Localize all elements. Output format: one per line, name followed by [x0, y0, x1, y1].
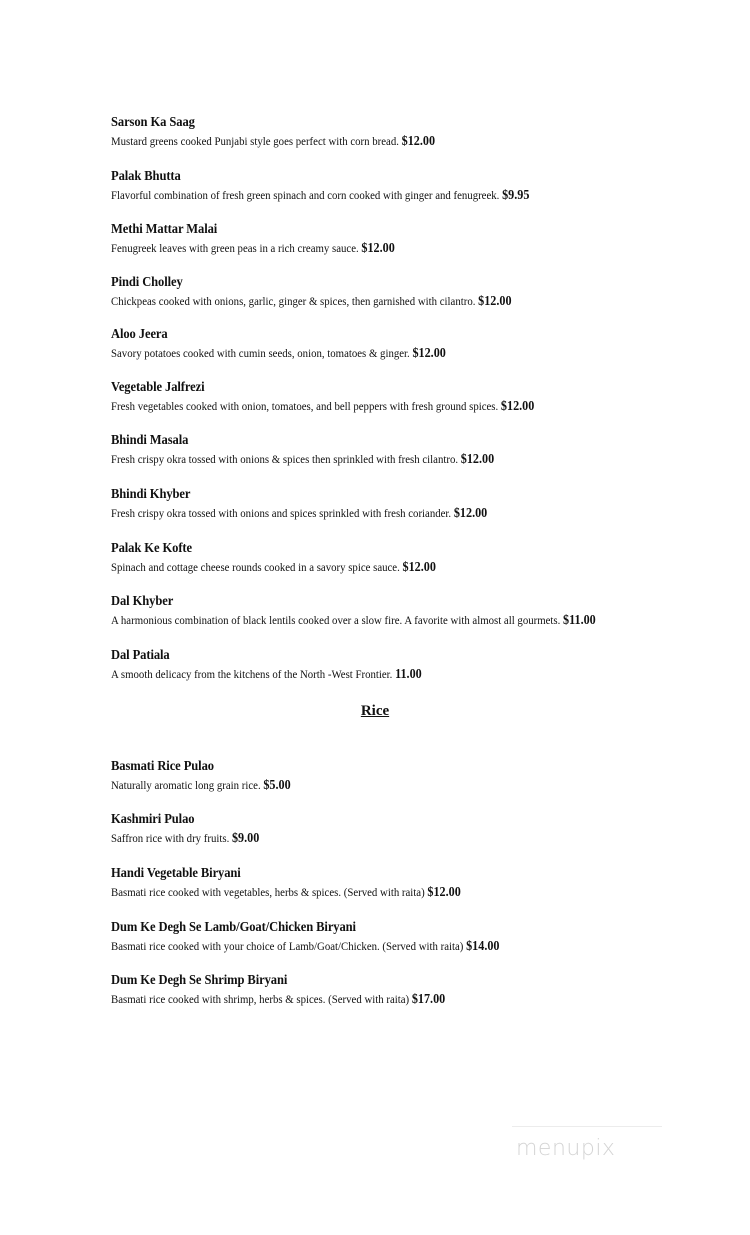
item-name: Dal Patiala: [111, 647, 170, 662]
menu-item: [111, 593, 721, 628]
item-price: $11.00: [563, 612, 596, 627]
menu-item: [111, 432, 721, 467]
item-price: $5.00: [263, 777, 291, 792]
menu-item: [111, 114, 721, 149]
item-name: Palak Ke Kofte: [111, 540, 192, 555]
item-name: Dal Khyber: [111, 593, 174, 608]
item-name: Handi Vegetable Biryani: [111, 865, 241, 880]
item-price: $12.00: [500, 398, 535, 413]
item-name: Pindi Cholley: [111, 274, 183, 289]
item-description: Mustard greens cooked Punjabi style goes perfect with corn bread. $12.00: [111, 133, 436, 148]
item-price: $9.00: [231, 830, 260, 845]
menu-item: [111, 919, 721, 954]
item-description: Fresh crispy okra tossed with onions and spices sprinkled with fresh coriander. $12.00: [111, 505, 488, 520]
item-name: Vegetable Jalfrezi: [111, 379, 205, 394]
menu-item: [111, 326, 721, 361]
menupix-watermark-logo: menupix: [516, 1136, 616, 1161]
item-description: Chickpeas cooked with onions, garlic, ginger & spices, then garnished with cilantro. $12.00: [111, 293, 512, 308]
item-name: Palak Bhutta: [111, 168, 181, 183]
menu-item: [111, 972, 721, 1007]
item-name: Basmati Rice Pulao: [111, 758, 214, 773]
item-name: Bhindi Masala: [111, 432, 189, 447]
menu-item: [111, 811, 721, 846]
section-heading-rice: Rice: [360, 703, 390, 719]
item-price: $12.00: [460, 451, 495, 466]
item-description: Naturally aromatic long grain rice. $5.00: [111, 777, 291, 792]
item-name: Sarson Ka Saag: [111, 114, 195, 129]
item-price: $9.95: [502, 187, 530, 202]
item-price: $12.00: [401, 133, 436, 148]
item-price: $12.00: [453, 505, 488, 520]
menu-item: [111, 274, 721, 309]
item-name: Bhindi Khyber: [111, 486, 191, 501]
item-description: Fresh vegetables cooked with onion, tomatoes, and bell peppers with fresh ground spices. $12.00: [111, 398, 535, 413]
menu-item: [111, 540, 721, 575]
item-description: Savory potatoes cooked with cumin seeds, onion, tomatoes & ginger. $12.00: [111, 345, 446, 360]
item-price: 11.00: [395, 666, 422, 681]
item-price: $14.00: [466, 938, 500, 953]
item-description: Spinach and cottage cheese rounds cooked in a savory spice sauce. $12.00: [111, 559, 436, 574]
menu-item: [111, 486, 721, 521]
menu-item: [111, 221, 721, 256]
item-description: A harmonious combination of black lentils cooked over a slow fire. A favorite with almost all gourmets. $11.00: [111, 612, 596, 627]
watermark-divider: [512, 1126, 662, 1127]
item-description: Basmati rice cooked with vegetables, herbs & spices. (Served with raita) $12.00: [111, 884, 461, 899]
menu-item: [111, 647, 721, 682]
item-price: $12.00: [412, 345, 446, 360]
item-name: Kashmiri Pulao: [111, 811, 195, 826]
menu-item: [111, 758, 721, 793]
menu-item: [111, 865, 721, 900]
item-price: $12.00: [478, 293, 512, 308]
item-description: Saffron rice with dry fruits. $9.00: [111, 830, 260, 845]
menu-item: [111, 168, 721, 203]
menu-item: [111, 379, 721, 414]
item-name: Dum Ke Degh Se Shrimp Biryani: [111, 972, 288, 987]
item-price: $12.00: [361, 240, 395, 255]
item-name: Aloo Jeera: [111, 326, 168, 341]
item-description: Fenugreek leaves with green peas in a rich creamy sauce. $12.00: [111, 240, 395, 255]
item-description: Basmati rice cooked with shrimp, herbs & spices. (Served with raita) $17.00: [111, 991, 446, 1006]
item-description: Flavorful combination of fresh green spinach and corn cooked with ginger and fenugreek. $9.95: [111, 187, 530, 202]
item-description: Fresh crispy okra tossed with onions & spices then sprinkled with fresh cilantro. $12.00: [111, 451, 495, 466]
item-price: $17.00: [411, 991, 446, 1006]
item-name: Dum Ke Degh Se Lamb/Goat/Chicken Biryani: [111, 919, 356, 934]
item-description: A smooth delicacy from the kitchens of the North -West Frontier. 11.00: [111, 666, 422, 681]
item-name: Methi Mattar Malai: [111, 221, 218, 236]
item-description: Basmati rice cooked with your choice of Lamb/Goat/Chicken. (Served with raita) $14.00: [111, 938, 500, 953]
item-price: $12.00: [427, 884, 461, 899]
item-price: $12.00: [402, 559, 436, 574]
